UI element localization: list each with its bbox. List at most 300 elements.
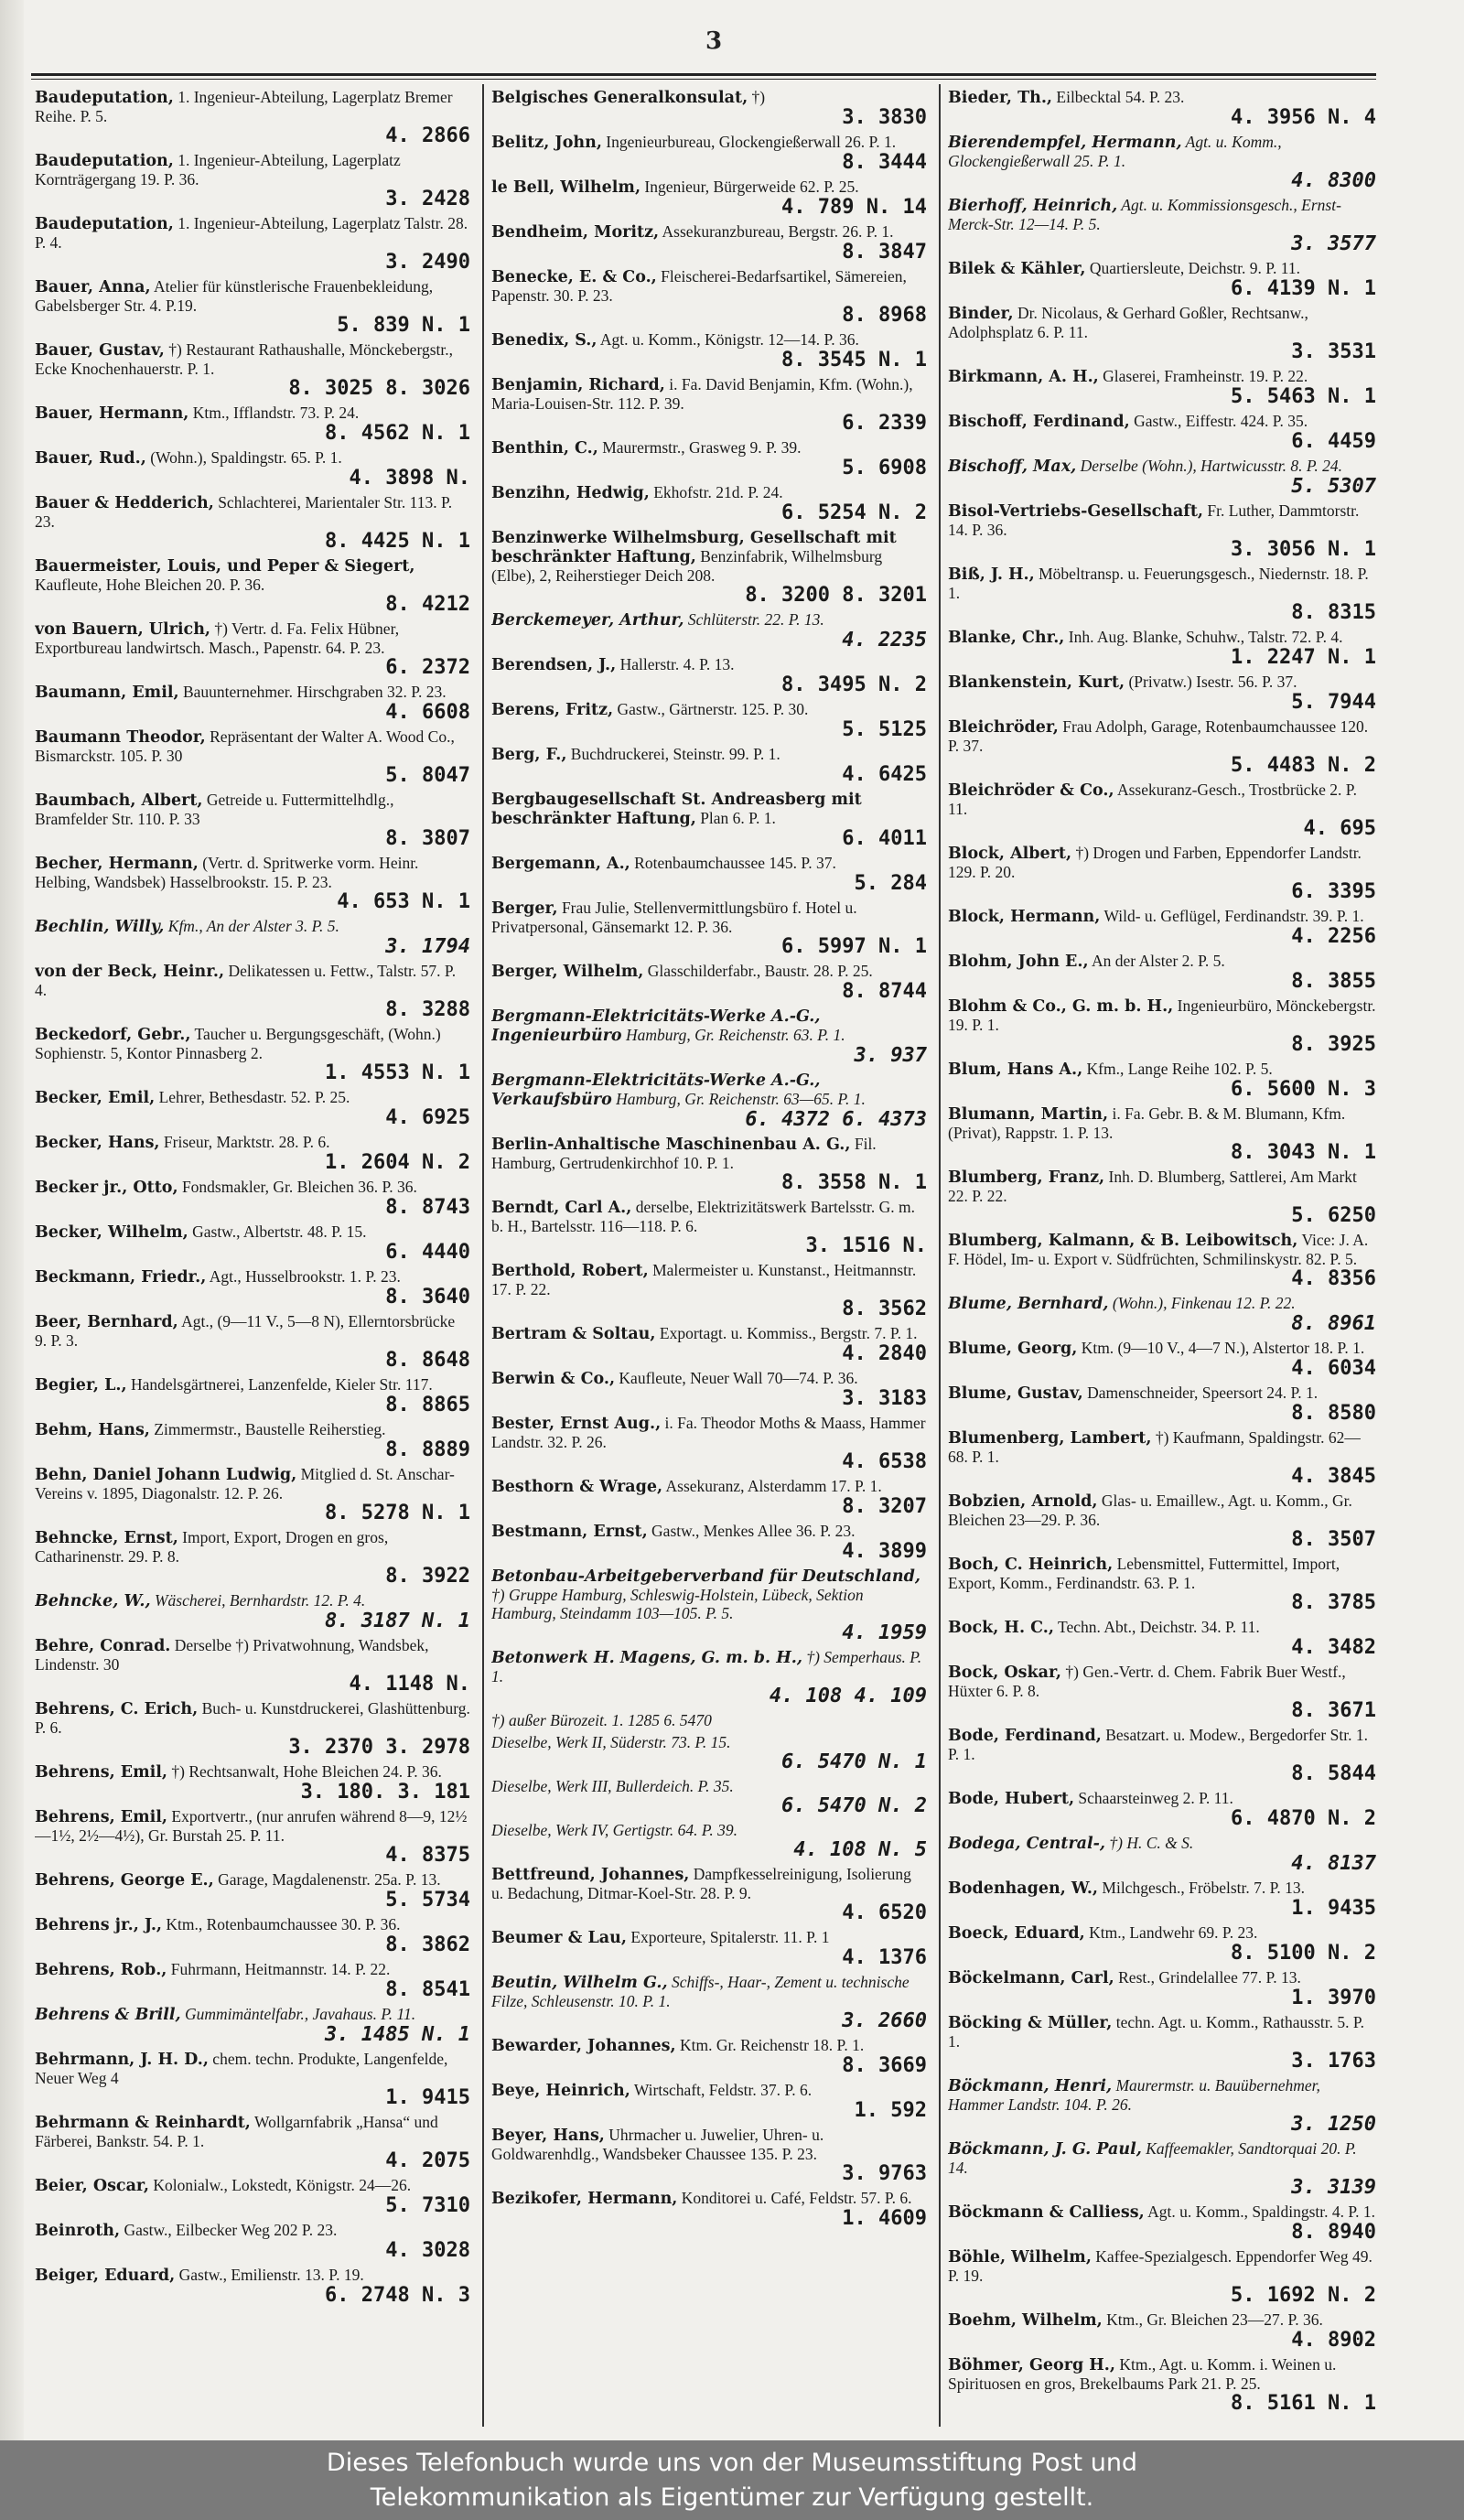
- directory-entry: [491, 899, 927, 958]
- directory-entry: [948, 457, 1376, 498]
- directory-entry: [948, 2355, 1376, 2415]
- entry-phone: 8. 8648: [385, 1349, 470, 1372]
- directory-entry: [35, 619, 470, 679]
- entry-details: Dr. Nicolaus, & Gerhard Goßler, Rechtsanw., Adolphsplatz 6. P. 11.: [948, 304, 1308, 341]
- entry-phone: 4. 6925: [385, 1106, 470, 1129]
- directory-entry: [491, 1477, 927, 1518]
- entry-details: †) Kaufmann, Spaldingstr. 62—68. P. 1.: [948, 1428, 1361, 1466]
- entry-name: Bauermeister, Louis, und Peper & Siegert,: [35, 557, 415, 576]
- entry-details: Ktm., Rotenbaumchaussee 30. P. 36.: [166, 1915, 401, 1933]
- entry-phone: 4. 3482: [1291, 1636, 1376, 1659]
- directory-entry: [491, 655, 927, 696]
- entry-details: Agt. u. Komm., Königstr. 12—14. P. 36.: [599, 330, 859, 349]
- entry-details: Derselbe (Wohn.), Hartwicusstr. 8. P. 24.: [1080, 457, 1342, 475]
- entry-name: Bock, H. C.,: [948, 1619, 1054, 1637]
- directory-entry: [491, 1261, 927, 1320]
- entry-phone: 8. 3025 8. 3026: [288, 377, 470, 400]
- entry-name: Blume, Bernhard,: [948, 1295, 1109, 1313]
- entry-phone: 1. 4609: [842, 2207, 927, 2230]
- entry-details: (Vertr. d. Spritwerke vorm. Heinr. Helbing, Wandsbek) Hasselbrookstr. 15. P. 23.: [35, 854, 419, 891]
- entry-details: Friseur, Marktstr. 28. P. 6.: [163, 1133, 330, 1151]
- entry-name: Behrens, C. Erich,: [35, 1700, 199, 1718]
- entry-details: Mitglied d. St. Anschar-Vereins v. 1895, Diagonalstr. 12. P. 26.: [35, 1465, 455, 1502]
- entry-phone: 8. 3200 8. 3201: [745, 584, 927, 607]
- entry-details: Benzinfabrik, Wilhelmsburg (Elbe), 2, Reiherstieger Deich 208.: [491, 547, 883, 585]
- entry-details: Kaffeemakler, Sandtorquai 20. P. 14.: [948, 2139, 1357, 2177]
- entry-name: Blume, Gustav,: [948, 1384, 1083, 1403]
- directory-entry: [491, 330, 927, 372]
- entry-phone: 1. 3970: [1291, 1987, 1376, 2009]
- entry-phone: 4. 6520: [842, 1901, 927, 1924]
- page-left-edge: [0, 0, 24, 2440]
- directory-entry: [948, 1104, 1376, 1164]
- entry-details: Kaffee-Spezialgesch. Eppendorfer Weg 49. P. 19.: [948, 2247, 1372, 2285]
- entry-name: Bewarder, Johannes,: [491, 2037, 676, 2055]
- entry-phone: 3. 3183: [842, 1387, 927, 1410]
- entry-details: Import, Export, Drogen en gros, Catharinenstr. 29. P. 8.: [35, 1528, 389, 1566]
- entry-details: Bauunternehmer. Hirschgraben 32. P. 23.: [182, 683, 447, 701]
- directory-entry: [35, 1375, 470, 1416]
- entry-details: Garage, Magdalenenstr. 25a. P. 13.: [218, 1870, 441, 1889]
- entry-name: Böhmer, Georg H.,: [948, 2356, 1115, 2375]
- entry-name: Bodega, Central-,: [948, 1835, 1106, 1853]
- directory-entry: [948, 628, 1376, 669]
- entry-name: Benzihn, Hedwig,: [491, 484, 650, 502]
- entry-details: †) Semperhaus. P. 1.: [491, 1648, 922, 1685]
- entry-name: Betonwerk H. Magens, G. m. b. H.,: [491, 1649, 802, 1667]
- entry-details: Fondsmakler, Gr. Bleichen 36. P. 36.: [181, 1178, 417, 1196]
- entry-phone: 8. 3640: [385, 1286, 470, 1308]
- entry-details: Malermeister u. Kunstanst., Heitmannstr. 17. P. 22.: [491, 1261, 917, 1298]
- entry-name: Blohm & Co., G. m. b. H.,: [948, 997, 1174, 1016]
- entry-phone: 4. 2866: [385, 124, 470, 147]
- entry-details: Fr. Luther, Dammtorstr. 14. P. 36.: [948, 501, 1360, 539]
- entry-name: Berndt, Carl A.,: [491, 1199, 632, 1217]
- directory-entry: [948, 412, 1376, 453]
- entry-phone: 5. 1692 N. 2: [1231, 2284, 1376, 2307]
- entry-details: Ktm., Landwehr 69. P. 23.: [1089, 1923, 1258, 1942]
- directory-entry: [491, 700, 927, 741]
- footer-line-2: Telekommunikation als Eigentümer zur Verfügung gestellt.: [370, 2483, 1094, 2512]
- entry-name: Bauer, Rud.,: [35, 449, 146, 468]
- directory-entry: [948, 565, 1376, 624]
- entry-name: Bergmann-Elektricitäts-Werke A.-G., Ingenieurbüro: [491, 1007, 821, 1045]
- directory-entry: [948, 2247, 1376, 2307]
- entry-details: Hamburg, Gr. Reichenstr. 63. P. 1.: [625, 1026, 845, 1044]
- entry-name: Besthorn & Wrage,: [491, 1478, 663, 1496]
- entry-phone: 8. 3207: [842, 1495, 927, 1518]
- entry-phone: 3. 3139: [1291, 2176, 1376, 2199]
- directory-entry: [35, 962, 470, 1021]
- entry-phone: 8. 3562: [842, 1298, 927, 1320]
- entry-name: Berger,: [491, 899, 558, 918]
- directory-entry: [948, 1384, 1376, 1425]
- entry-details: An der Alster 2. P. 5.: [1091, 952, 1225, 970]
- entry-phone: 6. 4372 6. 4373: [745, 1108, 927, 1131]
- entry-name: Berckemeyer, Arthur,: [491, 611, 684, 630]
- directory-entry: [948, 1428, 1376, 1488]
- directory-entry: [491, 1973, 927, 2032]
- directory-entry: [35, 854, 470, 913]
- entry-phone: 3. 1250: [1291, 2113, 1376, 2136]
- entry-name: Bertram & Soltau,: [491, 1325, 656, 1343]
- directory-entry: [35, 1222, 470, 1264]
- entry-phone: 4. 695: [1303, 817, 1376, 840]
- entry-name: Böhle, Wilhelm,: [948, 2248, 1092, 2267]
- entry-details: Eilbecktal 54. P. 23.: [1056, 88, 1185, 106]
- entry-phone: 4. 2256: [1291, 925, 1376, 948]
- directory-entry: [35, 1267, 470, 1308]
- entry-details: i. Fa. Theodor Moths & Maass, Hammer Landstr. 32. P. 26.: [491, 1414, 926, 1451]
- entry-details: Repräsentant der Walter A. Wood Co., Bismarckstr. 105. P. 30: [35, 727, 455, 765]
- directory-entry: [491, 1324, 927, 1365]
- entry-details: Wollgarnfabrik „Hansa“ und Färberei, Bankstr. 54. P. 1.: [35, 2113, 438, 2150]
- entry-name: Bezikofer, Hermann,: [491, 2190, 678, 2208]
- entry-phone: 6. 5470 N. 2: [781, 1794, 927, 1817]
- directory-column-2: [491, 88, 927, 2430]
- directory-entry: [35, 1870, 470, 1912]
- entry-phone: 1. 4553 N. 1: [325, 1061, 470, 1084]
- directory-entry: [35, 404, 470, 445]
- directory-entry: [948, 1879, 1376, 1920]
- entry-details: Ktm., Agt. u. Komm. i. Weinen u. Spirituosen en gros, Brekelbaums Park 21. P. 25.: [948, 2355, 1337, 2393]
- entry-name: Bischoff, Ferdinand,: [948, 413, 1130, 431]
- entry-name: Bauer, Anna,: [35, 278, 151, 296]
- entry-details: Glaserei, Framheinstr. 19. P. 22.: [1103, 367, 1308, 385]
- entry-details: Ktm., Ifflandstr. 73. P. 24.: [192, 404, 360, 422]
- entry-phone: 4. 8375: [385, 1844, 470, 1867]
- entry-details: †) Rechtsanwalt, Hohe Bleichen 24. P. 36.: [171, 1762, 442, 1781]
- entry-phone: 3. 1794: [385, 935, 470, 958]
- entry-phone: 8. 4562 N. 1: [325, 422, 470, 445]
- entry-details: Wirtschaft, Feldstr. 37. P. 6.: [633, 2081, 813, 2099]
- entry-phone: 3. 2490: [385, 251, 470, 274]
- entry-phone: 8. 5278 N. 1: [325, 1502, 470, 1524]
- entry-name: Beumer & Lau,: [491, 1929, 627, 1947]
- entry-phone: 1. 592: [854, 2099, 927, 2122]
- entry-name: Blumberg, Franz,: [948, 1168, 1105, 1187]
- entry-details: (Wohn.), Spaldingstr. 65. P. 1.: [150, 448, 342, 467]
- column-divider: [482, 84, 484, 2427]
- entry-details: Kaufleute, Neuer Wall 70—74. P. 36.: [619, 1369, 858, 1387]
- entry-details: Milchgesch., Fröbelstr. 7. P. 13.: [1102, 1879, 1306, 1897]
- directory-entry: [948, 1726, 1376, 1785]
- entry-phone: 3. 3056 N. 1: [1231, 538, 1376, 561]
- entry-details: Rotenbaumchaussee 145. P. 37.: [634, 854, 836, 872]
- directory-entry: [35, 2113, 470, 2172]
- directory-entry: [35, 1178, 470, 1219]
- entry-details: Zimmermstr., Baustelle Reiherstieg.: [154, 1420, 386, 1438]
- entry-details: Maurermstr., Grasweg 9. P. 39.: [602, 438, 802, 457]
- entry-details: Getreide u. Futtermittelhdlg., Bramfelder Str. 110. P. 33: [35, 791, 394, 828]
- entry-name: Bergmann-Elektricitäts-Werke A.-G., Verkaufsbüro: [491, 1072, 821, 1109]
- entry-phone: 8. 3444: [842, 151, 927, 174]
- entry-name: Beer, Bernhard,: [35, 1313, 178, 1331]
- entry-details: Handelsgärtnerei, Lanzenfelde, Kieler Str. 117.: [130, 1375, 433, 1394]
- entry-phone: 3. 2660: [842, 2009, 927, 2032]
- entry-phone: 3. 3830: [842, 106, 927, 129]
- entry-phone: 8. 8580: [1291, 1402, 1376, 1425]
- entry-phone: 4. 3028: [385, 2239, 470, 2262]
- entry-name: Bleichröder,: [948, 718, 1059, 737]
- entry-name: Bodenhagen, W.,: [948, 1879, 1099, 1898]
- entry-phone: 8. 3671: [1291, 1699, 1376, 1722]
- entry-phone: 3. 3531: [1291, 340, 1376, 363]
- entry-details: (Wohn.), Finkenau 12. P. 22.: [1112, 1294, 1296, 1312]
- entry-name: Blum, Hans A.,: [948, 1061, 1083, 1079]
- entry-name: Böckmann, J. G. Paul,: [948, 2140, 1142, 2159]
- directory-entry: [491, 1007, 927, 1067]
- entry-name: Berlin-Anhaltische Maschinenbau A. G.,: [491, 1136, 851, 1154]
- entry-name: Blumberg, Kalmann, & B. Leibowitsch,: [948, 1232, 1298, 1250]
- entry-phone: 8. 8968: [842, 304, 927, 327]
- entry-name: Bechlin, Willy,: [35, 918, 165, 936]
- entry-name: Bester, Ernst Aug.,: [491, 1415, 662, 1433]
- directory-entry: [35, 683, 470, 724]
- entry-phone: 8. 8961: [1291, 1312, 1376, 1335]
- entry-details: Damenschneider, Speersort 24. P. 1.: [1087, 1384, 1319, 1402]
- entry-details: Rest., Grindelallee 77. P. 13.: [1118, 1968, 1301, 1987]
- entry-details: techn. Agt. u. Komm., Rathausstr. 5. P. 1.: [948, 2013, 1365, 2051]
- entry-phone: 5. 5463 N. 1: [1231, 385, 1376, 408]
- directory-entry: [35, 151, 470, 210]
- entry-details: Derselbe †) Privatwohnung, Wandsbek, Lindenstr. 30: [35, 1636, 429, 1674]
- entry-details: Ingenieur, Bürgerweide 62. P. 25.: [644, 178, 859, 196]
- entry-name: Becher, Hermann,: [35, 855, 199, 873]
- directory-entry: [35, 2176, 470, 2217]
- entry-name: Baudeputation,: [35, 215, 174, 233]
- entry-name: Behrens, George E.,: [35, 1871, 214, 1890]
- entry-name: Berendsen, J.,: [491, 656, 617, 674]
- entry-details: Kolonialw., Lokstedt, Königstr. 24—26.: [153, 2176, 412, 2194]
- directory-entry: [35, 1915, 470, 1956]
- entry-phone: 3. 1485 N. 1: [325, 2023, 470, 2046]
- entry-name: Blohm, John E.,: [948, 953, 1089, 971]
- entry-name: Baudeputation,: [35, 152, 174, 170]
- directory-entry: [948, 844, 1376, 903]
- entry-name: Blanke, Chr.,: [948, 629, 1065, 647]
- directory-entry: [948, 88, 1376, 129]
- entry-name: Benecke, E. & Co.,: [491, 268, 657, 286]
- directory-entry: [491, 1522, 927, 1563]
- directory-entry: [35, 1025, 470, 1084]
- entry-name: Bettfreund, Johannes,: [491, 1866, 690, 1884]
- directory-entry: [35, 791, 470, 850]
- entry-phone: 8. 3925: [1291, 1033, 1376, 1056]
- directory-entry: [35, 727, 470, 787]
- entry-phone: 8. 5161 N. 1: [1231, 2392, 1376, 2415]
- entry-phone: 3. 1516 N.: [805, 1234, 927, 1257]
- entry-name: von Bauern, Ulrich,: [35, 620, 211, 639]
- directory-entry: [948, 259, 1376, 300]
- footer-line-1: Dieses Telefonbuch wurde uns von der Museumsstiftung Post und: [326, 2449, 1138, 2477]
- directory-entry: [491, 88, 927, 129]
- entry-phone: 8. 3507: [1291, 1528, 1376, 1551]
- entry-name: Beckmann, Friedr.,: [35, 1268, 207, 1287]
- entry-phone: 4. 8137: [1291, 1852, 1376, 1875]
- entry-name: Benedix, S.,: [491, 331, 597, 350]
- directory-entry: [35, 214, 470, 274]
- directory-entry: [491, 1821, 927, 1861]
- entry-phone: 8. 5844: [1291, 1762, 1376, 1785]
- directory-entry: [948, 1923, 1376, 1965]
- entry-details: Dieselbe, Werk III, Bullerdeich. P. 35.: [491, 1777, 734, 1795]
- entry-phone: 5. 6250: [1291, 1204, 1376, 1227]
- entry-phone: 4. 653 N. 1: [337, 890, 470, 913]
- directory-entry: [948, 2013, 1376, 2073]
- entry-details: Besatzart. u. Modew., Bergedorfer Str. 1. P. 1.: [948, 1726, 1368, 1763]
- entry-name: Böcking & Müller,: [948, 2014, 1113, 2032]
- directory-entry: [948, 996, 1376, 1056]
- entry-name: Betonbau-Arbeitgeberverband für Deutschland,: [491, 1567, 920, 1586]
- entry-name: Behre, Conrad.: [35, 1637, 171, 1655]
- entry-name: Behm, Hans,: [35, 1421, 150, 1439]
- entry-phone: 5. 5734: [385, 1889, 470, 1912]
- entry-phone: 8. 3043 N. 1: [1231, 1141, 1376, 1164]
- entry-details: Agt. u. Komm., Spaldingstr. 4. P. 1.: [1147, 2202, 1376, 2221]
- entry-details: Maurermstr. u. Bauübernehmer, Hammer Landstr. 104. P. 26.: [948, 2076, 1320, 2114]
- entry-name: Berg, F.,: [491, 746, 567, 764]
- entry-phone: 4. 2075: [385, 2149, 470, 2172]
- directory-entry: [491, 790, 927, 850]
- directory-entry: [491, 1733, 927, 1773]
- entry-phone: 4. 8356: [1291, 1267, 1376, 1290]
- entry-phone: 8. 8743: [385, 1196, 470, 1219]
- entry-phone: 4. 108 N. 5: [793, 1838, 927, 1861]
- entry-phone: 8. 3785: [1291, 1591, 1376, 1614]
- directory-entry: [491, 2126, 927, 2185]
- entry-name: Berger, Wilhelm,: [491, 963, 644, 981]
- entry-details: Inh. D. Blumberg, Sattlerei, Am Markt 22. P. 22.: [948, 1168, 1357, 1205]
- entry-details: Taucher u. Bergungsgeschäft, (Wohn.) Sophienstr. 5, Kontor Pinnasberg 2.: [35, 1025, 441, 1062]
- entry-phone: 8. 3495 N. 2: [781, 673, 927, 696]
- entry-name: Becker, Wilhelm,: [35, 1223, 188, 1242]
- entry-name: Birkmann, A. H.,: [948, 368, 1099, 386]
- directory-entry: [35, 277, 470, 337]
- entry-name: Bierhoff, Heinrich,: [948, 197, 1118, 215]
- entry-phone: 4. 2840: [842, 1342, 927, 1365]
- directory-entry: [948, 1231, 1376, 1290]
- directory-entry: [948, 2076, 1376, 2136]
- entry-name: Bierendempfel, Hermann,: [948, 134, 1182, 152]
- entry-phone: 8. 3558 N. 1: [781, 1171, 927, 1194]
- entry-name: Becker, Hans,: [35, 1134, 160, 1152]
- entry-name: Behncke, Ernst,: [35, 1529, 178, 1547]
- entry-details: Gastw., Eiffestr. 424. P. 35.: [1134, 412, 1308, 430]
- entry-phone: 8. 3669: [842, 2054, 927, 2077]
- entry-details: Agt. u. Kommissionsgesch., Ernst-Merck-Str. 12—14. P. 5.: [948, 196, 1341, 233]
- entry-phone: 6. 2339: [842, 412, 927, 435]
- entry-details: Uhrmacher u. Juwelier, Uhren- u. Goldwarenhdlg., Wandsbeker Chaussee 135. P. 23.: [491, 2126, 824, 2163]
- entry-phone: 6. 2372: [385, 656, 470, 679]
- directory-entry: [491, 1369, 927, 1410]
- entry-phone: 6. 4139 N. 1: [1231, 277, 1376, 300]
- entry-phone: 3. 937: [854, 1044, 927, 1067]
- directory-entry: [491, 962, 927, 1003]
- entry-phone: 8. 3855: [1291, 970, 1376, 993]
- entry-name: Behrens, Emil,: [35, 1763, 168, 1782]
- entry-name: Behrens jr., J.,: [35, 1916, 163, 1934]
- entry-details: Gastw., Gärtnerstr. 125. P. 30.: [617, 700, 809, 718]
- entry-details: Hamburg, Gr. Reichenstr. 63—65. P. 1.: [616, 1090, 866, 1108]
- entry-name: Beckedorf, Gebr.,: [35, 1026, 191, 1044]
- entry-details: Kaufleute, Hohe Bleichen 20. P. 36.: [35, 576, 265, 594]
- directory-entry: [948, 1339, 1376, 1380]
- entry-details: Glasschilderfabr., Baustr. 28. P. 25.: [647, 962, 873, 980]
- entry-name: Blume, Georg,: [948, 1340, 1078, 1358]
- entry-phone: 6. 4440: [385, 1241, 470, 1264]
- directory-entry: [948, 717, 1376, 777]
- entry-phone: 8. 3922: [385, 1565, 470, 1588]
- entry-name: Boehm, Wilhelm,: [948, 2311, 1103, 2330]
- entry-name: Beutin, Wilhelm G.,: [491, 1974, 668, 1992]
- entry-details: Fil. Hamburg, Gertrudenkirchhof 10. P. 1.: [491, 1135, 877, 1172]
- directory-entry: [491, 1198, 927, 1257]
- directory-entry: [35, 1591, 470, 1632]
- entry-phone: 8. 5100 N. 2: [1231, 1942, 1376, 1965]
- entry-details: Exportagt. u. Kommiss., Bergstr. 7. P. 1.: [659, 1324, 918, 1342]
- entry-phone: 5. 4483 N. 2: [1231, 754, 1376, 777]
- directory-entry: [491, 133, 927, 174]
- entry-name: Belgisches Generalkonsulat,: [491, 89, 748, 107]
- entry-phone: 3. 3577: [1291, 232, 1376, 255]
- directory-entry: [948, 673, 1376, 714]
- entry-name: Becker jr., Otto,: [35, 1179, 178, 1197]
- entry-name: Böckmann, Henri,: [948, 2077, 1113, 2095]
- directory-entry: [948, 1663, 1376, 1722]
- entry-details: Inh. Aug. Blanke, Schuhw., Talstr. 72. P. 4.: [1068, 628, 1343, 646]
- entry-phone: 8. 8744: [842, 980, 927, 1003]
- entry-phone: 1. 2604 N. 2: [325, 1151, 470, 1174]
- entry-name: Beiger, Eduard,: [35, 2267, 176, 2285]
- entry-details: Kfm., Lange Reihe 102. P. 5.: [1086, 1060, 1273, 1078]
- entry-details: Frau Julie, Stellenvermittlungsbüro f. Hotel u. Privatpersonal, Gänsemarkt 12. P. 36.: [491, 899, 857, 936]
- directory-entry: [35, 1528, 470, 1588]
- entry-details: Dampfkesselreinigung, Isolierung u. Bedachung, Ditmar-Koel-Str. 28. P. 9.: [491, 1865, 911, 1902]
- entry-details: Vice: J. A. F. Hödel, Im- u. Export v. Südfrüchten, Schmilinskystr. 82. P. 5.: [948, 1231, 1369, 1268]
- entry-details: Gastw., Albertstr. 48. P. 15.: [192, 1222, 367, 1241]
- entry-phone: 6. 4870 N. 2: [1231, 1807, 1376, 1830]
- directory-entry: [491, 854, 927, 895]
- directory-entry: [491, 483, 927, 524]
- entry-name: Baumann, Emil,: [35, 684, 179, 702]
- directory-entry: [948, 1618, 1376, 1659]
- entry-phone: 8. 3847: [842, 241, 927, 264]
- directory-entry: [948, 1294, 1376, 1335]
- entry-details: i. Fa. Gebr. B. & M. Blumann, Kfm. (Privat), Rappstr. 1. P. 13.: [948, 1104, 1346, 1142]
- entry-details: Gastw., Emilienstr. 13. P. 19.: [178, 2266, 364, 2284]
- directory-entry: [35, 1807, 470, 1867]
- entry-name: Behrens, Emil,: [35, 1808, 168, 1826]
- entry-details: Schlachterei, Marientaler Str. 113. P. 23.: [35, 493, 453, 531]
- entry-details: Ekhofstr. 21d. P. 24.: [653, 483, 783, 501]
- entry-name: Baumbach, Albert,: [35, 792, 203, 810]
- entry-phone: 6. 5470 N. 1: [781, 1750, 927, 1773]
- directory-entry: [35, 2005, 470, 2046]
- entry-details: 1. Ingenieur-Abteilung, Lagerplatz Kornträgergang 19. P. 36.: [35, 151, 401, 188]
- directory-entry: [491, 222, 927, 264]
- entry-name: Beier, Oscar,: [35, 2177, 149, 2195]
- entry-details: 1. Ingenieur-Abteilung, Lagerplatz Talstr. 28. P. 4.: [35, 214, 468, 252]
- entry-name: Bauer & Hedderich,: [35, 494, 214, 512]
- entry-details: Buchdruckerei, Steinstr. 99. P. 1.: [570, 745, 780, 763]
- directory-entry: [491, 1071, 927, 1131]
- directory-entry: [35, 1088, 470, 1129]
- entry-name: Bendheim, Moritz,: [491, 223, 660, 242]
- entry-details: Exportvertr., (nur anrufen während 8—9, 12½—1½, 2½—4½), Gr. Burstah 25. P. 11.: [35, 1807, 468, 1845]
- entry-name: Bestmann, Ernst,: [491, 1523, 648, 1541]
- entry-phone: 4. 6425: [842, 763, 927, 786]
